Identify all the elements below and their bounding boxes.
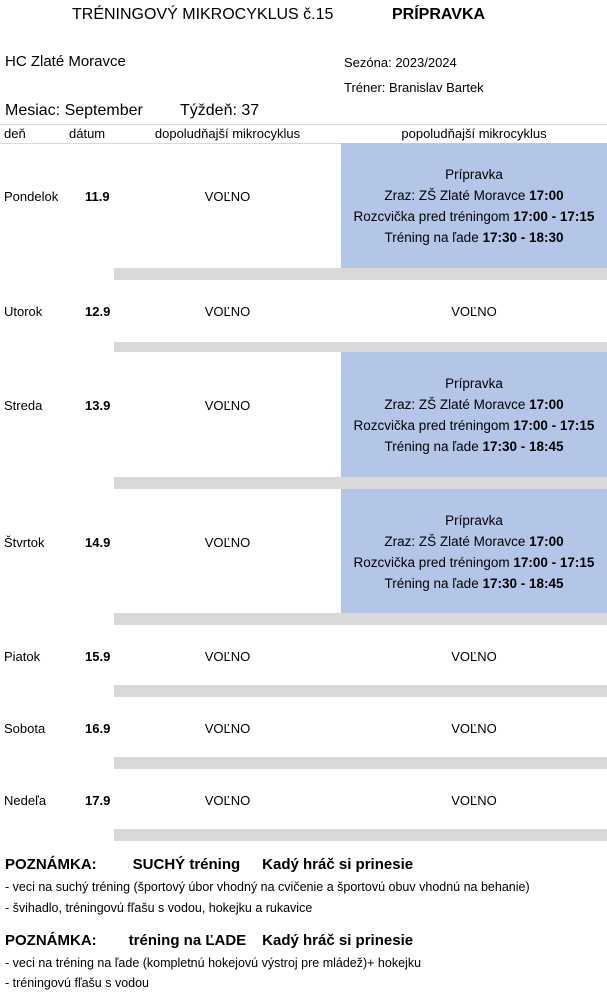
week-label: Týždeň: 37 bbox=[180, 102, 260, 119]
row-gap bbox=[114, 829, 607, 841]
note-line: - veci na suchý tréning (športový úbor vhodný na cvičenie a športovú obuv vhodnú na behanie) bbox=[5, 880, 530, 894]
row-gap bbox=[114, 342, 607, 352]
session-meet: Zraz: ZŠ Zlaté Moravce 17:00 bbox=[384, 188, 564, 203]
day-name: Sobota bbox=[4, 721, 46, 736]
afternoon-status: VOĽNO bbox=[451, 304, 497, 319]
day-name: Pondelok bbox=[4, 189, 59, 204]
session-group: Prípravka bbox=[445, 167, 503, 182]
month-label: Mesiac: September bbox=[5, 102, 143, 119]
afternoon-session bbox=[341, 510, 607, 594]
column-header-day: deň bbox=[4, 126, 26, 141]
session-group: Prípravka bbox=[445, 376, 503, 391]
morning-status: VOĽNO bbox=[204, 398, 251, 413]
day-name: Nedeľa bbox=[4, 793, 47, 808]
afternoon-session bbox=[341, 164, 607, 248]
club-name: HC Zlaté Moravce bbox=[5, 53, 126, 70]
column-header-date: dátum bbox=[69, 126, 106, 141]
row-gap bbox=[114, 685, 607, 697]
morning-status: VOĽNO bbox=[204, 721, 251, 736]
day-date: 16.9 bbox=[85, 721, 111, 736]
session-ice: Tréning na ľade 17:30 - 18:45 bbox=[384, 576, 564, 591]
session-warmup: Rozcvička pred tréningom 17:00 - 17:15 bbox=[353, 418, 595, 433]
day-name: Streda bbox=[4, 398, 43, 413]
session-warmup: Rozcvička pred tréningom 17:00 - 17:15 bbox=[353, 555, 595, 570]
morning-status: VOĽNO bbox=[204, 304, 251, 319]
morning-status: VOĽNO bbox=[204, 793, 251, 808]
session-ice: Tréning na ľade 17:30 - 18:45 bbox=[384, 439, 564, 454]
day-date: 12.9 bbox=[85, 304, 111, 319]
session-meet: Zraz: ZŠ Zlaté Moravce 17:00 bbox=[384, 534, 564, 549]
column-header-morning: dopoludňajší mikrocyklus bbox=[154, 126, 301, 141]
day-date: 15.9 bbox=[85, 649, 111, 664]
coach-label: Tréner: Branislav Bartek bbox=[344, 80, 484, 95]
row-gap bbox=[114, 613, 607, 625]
afternoon-status: VOĽNO bbox=[451, 649, 497, 664]
note-line: - švihadlo, tréningovú fľašu s vodou, hokejku a rukavice bbox=[5, 901, 313, 915]
morning-status: VOĽNO bbox=[204, 535, 251, 550]
day-name: Piatok bbox=[4, 649, 41, 664]
column-header-afternoon: popoludňajší mikrocyklus bbox=[401, 126, 547, 141]
morning-status: VOĽNO bbox=[204, 189, 251, 204]
day-date: 14.9 bbox=[85, 535, 111, 550]
note-line: - veci na tréning na ľade (kompletnú hokejovú výstroj pre mládež)+ hokejku bbox=[5, 956, 422, 970]
note-heading: POZNÁMKA: tréning na ĽADE Kadý hráč si prinesie bbox=[5, 932, 414, 949]
row-gap bbox=[114, 757, 607, 769]
note-heading: POZNÁMKA: SUCHÝ tréning Kadý hráč si prinesie bbox=[5, 856, 414, 873]
day-date: 17.9 bbox=[85, 793, 111, 808]
morning-status: VOĽNO bbox=[204, 649, 251, 664]
session-meet: Zraz: ZŠ Zlaté Moravce 17:00 bbox=[384, 397, 564, 412]
category-title: PRÍPRAVKA bbox=[392, 6, 486, 23]
day-name: Utorok bbox=[4, 304, 43, 319]
session-ice: Tréning na ľade 17:30 - 18:30 bbox=[384, 230, 564, 245]
document-title: TRÉNINGOVÝ MIKROCYKLUS č.15 bbox=[72, 6, 334, 23]
day-name: Štvrtok bbox=[4, 535, 45, 550]
afternoon-status: VOĽNO bbox=[451, 793, 497, 808]
header-divider bbox=[0, 124, 607, 125]
row-gap bbox=[114, 477, 607, 489]
day-date: 11.9 bbox=[85, 189, 110, 204]
afternoon-status: VOĽNO bbox=[451, 721, 497, 736]
session-warmup: Rozcvička pred tréningom 17:00 - 17:15 bbox=[353, 209, 595, 224]
row-gap bbox=[114, 268, 607, 280]
season-label: Sezóna: 2023/2024 bbox=[344, 55, 457, 70]
note-line: - tréningovú fľašu s vodou bbox=[5, 976, 150, 990]
session-group: Prípravka bbox=[445, 513, 503, 528]
day-date: 13.9 bbox=[85, 398, 111, 413]
afternoon-session bbox=[341, 373, 607, 457]
